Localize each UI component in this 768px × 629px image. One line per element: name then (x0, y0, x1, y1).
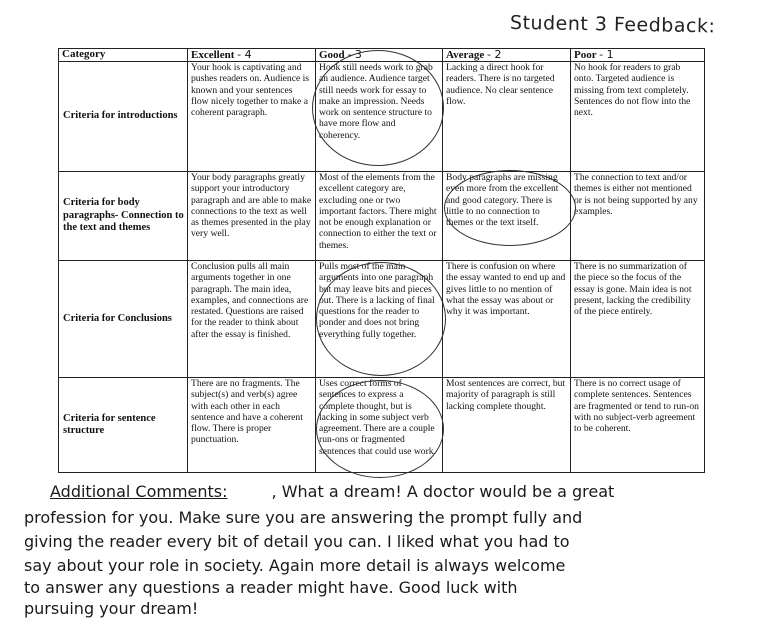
comments-label: Additional Comments: (50, 482, 228, 501)
category-cell: Criteria for body paragraphs- Connection to the text and themes (59, 172, 188, 261)
poor-cell: There is no correct usage of complete sentences. Sentences are fragmented or tend to run-on with no subject-verb agreement to be coherent. (571, 378, 705, 473)
poor-cell: No hook for readers to grab onto. Targeted audience is missing from text completely. Sentences do not flow into the next. (571, 62, 705, 172)
average-cell: Most sentences are correct, but majority of paragraph is still lacking complete thought. (443, 378, 571, 473)
rubric-header-row (59, 49, 705, 62)
excellent-score: - 4 (237, 48, 252, 61)
excellent-cell: There are no fragments. The subject(s) and verb(s) agree with each other in each sentence and have a coherent flow. There is proper punctuation. (188, 378, 316, 473)
rubric-table (58, 48, 705, 473)
rubric-row-sentence-structure (59, 378, 705, 473)
good-cell: Hook still needs work to grab an audience. Audience target still needs work for essay to make an impression. Needs work on sentence structure to have more flow and coherency. (316, 62, 443, 172)
rubric-row-introductions (59, 62, 705, 172)
poor-cell: The connection to text and/or themes is either not mentioned or is not being supported by any examples. (571, 172, 705, 261)
header-excellent: Excellent - 4 (188, 49, 316, 62)
category-cell: Criteria for sentence structure (59, 378, 188, 473)
excellent-cell: Conclusion pulls all main arguments together in one paragraph. The main idea, examples, and connections are restated. Questions are raised for the reader to think about after the essay is finished. (188, 261, 316, 378)
comment-line-5: to answer any questions a reader might have. Good luck with (24, 578, 518, 597)
header-good: Good - 3 (316, 49, 443, 62)
poor-cell: There is no summarization of the piece so the focus of the essay is gone. Main idea is not present, lacking the credibility of the piece entirely. (571, 261, 705, 378)
comment-line-3: giving the reader every bit of detail you can. I liked what you had to (24, 532, 570, 551)
header-poor: Poor - 1 (571, 49, 705, 62)
header-category: Category (59, 49, 188, 62)
good-cell: Uses correct forms of sentences to express a complete thought, but is lacking in some subject verb agreement. There are a couple run-ons or fragmented sentences that could use work. (316, 378, 443, 473)
category-cell: Criteria for Conclusions (59, 261, 188, 378)
rubric-row-body-paragraphs (59, 172, 705, 261)
average-score: - 2 (487, 48, 502, 61)
comment-line-4: say about your role in society. Again more detail is always welcome (24, 556, 566, 575)
comment-line-1: Additional Comments: , What a dream! A doctor would be a great (50, 482, 615, 501)
poor-score: - 1 (599, 48, 614, 61)
rubric-row-conclusions (59, 261, 705, 378)
comment-line-2: profession for you. Make sure you are answering the prompt fully and (24, 508, 583, 527)
excellent-cell: Your hook is captivating and pushes readers on. Audience is known and your sentences flow nicely together to make a coherent paragraph. (188, 62, 316, 172)
header-average: Average - 2 (443, 49, 571, 62)
excellent-cell: Your body paragraphs greatly support your introductory paragraph and are able to make connections to the text as well as themes presented in the play very well. (188, 172, 316, 261)
average-cell: There is confusion on where the essay wanted to end up and gives little to no mention of what the essay was about or why it was important. (443, 261, 571, 378)
feedback-title: Student 3 Feedback: (509, 11, 716, 38)
comment-line-6: pursuing your dream! (24, 599, 199, 618)
good-cell: Pulls most of the main arguments into one paragraph but may leave bits and pieces out. There is a lacking of final questions for the reader to ponder and does not bring everything fully together. (316, 261, 443, 378)
average-cell: Lacking a direct hook for readers. There is no targeted audience. No clear sentence flow. (443, 62, 571, 172)
good-cell: Most of the elements from the excellent category are, excluding one or two important factors. There might not be enough explanation or connection to either the text or themes. (316, 172, 443, 261)
category-cell: Criteria for introductions (59, 62, 188, 172)
good-score: - 3 (347, 48, 362, 61)
average-cell: Body paragraphs are missing even more from the excellent and good category. There is little to no connection to themes or the text itself. (443, 172, 571, 261)
